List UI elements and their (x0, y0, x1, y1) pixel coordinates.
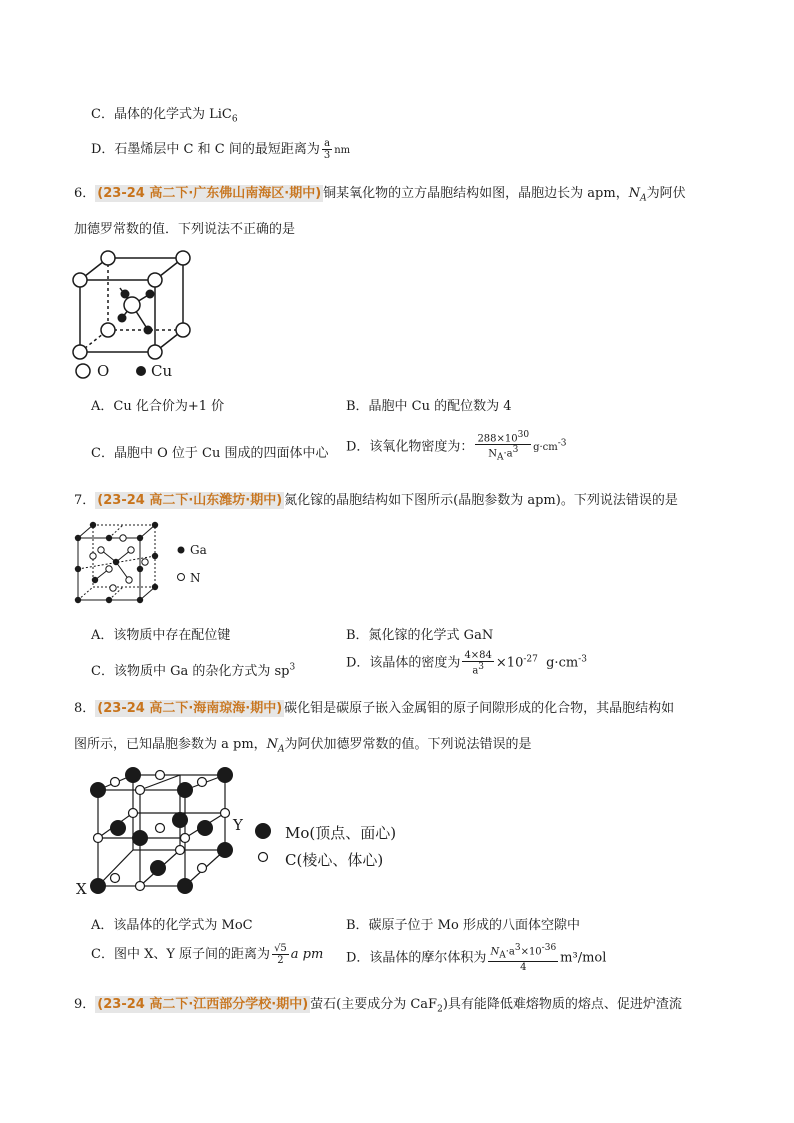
q6-stem-text1b: 为阿伏 (646, 186, 686, 201)
q6-option-a: A．Cu 化合价为+1 价 (91, 399, 225, 414)
q7-stem-text: 氮化镓的晶胞结构如下图所示(晶胞参数为 apm)。下列说法错误的是 (284, 493, 678, 508)
q7-source-tag: (23-24 高二下·山东潍坊·期中) (97, 493, 283, 508)
q8-option-c-text: C．图中 X、Y 原子间的距离为 (91, 947, 271, 962)
q7-frac-den-sup: 3 (478, 662, 485, 672)
q9-number: 9． (74, 997, 96, 1012)
q7-option-b: B．氮化镓的化学式 GaN (346, 628, 494, 643)
q5-option-d-unit: nm (334, 145, 351, 156)
q8-na-symbol (266, 737, 285, 755)
q6-source-tag: (23-24 高二下·广东佛山南海区·期中) (97, 186, 322, 201)
q6-option-c: C．晶胞中 O 位于 Cu 围成的四面体中心 (91, 446, 329, 461)
q7-stem (74, 489, 678, 508)
q6-option-d-fraction (475, 430, 531, 464)
q5-option-c-sub: 6 (231, 114, 238, 125)
q7-frac-num: 4×84 (464, 650, 492, 661)
q8-na-sub: A (278, 744, 285, 755)
q7-number: 7． (74, 493, 96, 508)
q7-crystal-diagram (73, 520, 163, 605)
q8-stem-text1: 碳化钼是碳原子嵌入金属钼的原子间隙形成的化合物，其晶胞结构如 (284, 701, 675, 716)
q5-option-d-fraction (322, 138, 332, 161)
q8-stem-text2a: 图所示，已知晶胞参数为 a pm， (74, 737, 267, 752)
q6-crystal-diagram (70, 250, 210, 370)
q8-frac-num-sub: A (499, 950, 506, 961)
q6-stem-text1: 铜某氧化物的立方晶胞结构如图，晶胞边长为 apm， (323, 186, 629, 201)
q7-option-c (91, 660, 295, 679)
q8-frac-num-text2: ·a (505, 946, 515, 958)
q8-option-d-text: D．该晶体的摩尔体积为 (346, 950, 487, 966)
q6-option-d (346, 430, 567, 464)
q6-legend-o: O (97, 362, 110, 380)
q6-na: N (628, 186, 641, 201)
q7-legend-n: N (190, 571, 201, 585)
q6-legend-cu: Cu (151, 362, 173, 380)
q7-option-d (346, 650, 587, 676)
q8-frac-num-na: N (490, 946, 500, 958)
q7-frac-den-text: a (472, 665, 479, 677)
q8-label-x: X (76, 880, 87, 898)
q6-frac-den (486, 445, 520, 463)
q6-option-b: B．晶胞中 Cu 的配位数为 4 (346, 399, 512, 414)
q6-na-sub: A (640, 193, 647, 204)
q7-legend-ga: Ga (190, 543, 207, 557)
q7-option-d-unit: g·cm (546, 655, 579, 671)
q5-option-d (91, 138, 350, 161)
q6-frac-num-sup: 30 (517, 430, 530, 440)
q8-frac-num (488, 943, 558, 962)
q7-option-a: A．该物质中存在配位键 (91, 628, 231, 643)
q7-legend-markers (176, 545, 188, 585)
q8-stem-line1 (74, 697, 674, 716)
q9-stem-sub: 2 (437, 1004, 443, 1015)
q8-stem-line2 (74, 733, 532, 755)
q8-legend-c: C(棱心、体心) (285, 851, 384, 869)
q7-option-d-fraction (462, 650, 493, 676)
q8-option-c-fraction (272, 943, 289, 966)
q5-frac-den: 3 (323, 150, 331, 161)
q9-stem-tail: )具有能降低难熔物质的熔点、促进炉渣流 (442, 997, 682, 1012)
q8-legend-markers (254, 822, 274, 862)
q8-frac-den: 4 (520, 962, 527, 974)
q8-label-y: Y (233, 816, 243, 834)
q6-stem-line1 (74, 182, 686, 204)
q7-option-d-text: D．该晶体的密度为 (346, 655, 461, 671)
q8-option-c (91, 943, 323, 966)
q8-frac-num: √5 (274, 943, 287, 954)
q6-frac-den-sub: A (496, 452, 504, 463)
q5-option-c (91, 103, 238, 125)
q8-option-d-fraction (488, 943, 558, 973)
q7-option-c-text: C．该物质中 Ga 的杂化方式为 sp (91, 664, 290, 679)
q9-source-tag: (23-24 高二下·江西部分学校·期中) (97, 997, 309, 1012)
q6-option-d-unit (533, 439, 567, 454)
q6-frac-den-text: N (488, 448, 497, 460)
q8-source-tag: (23-24 高二下·海南琼海·期中) (97, 701, 283, 716)
q7-frac-den (470, 662, 486, 676)
q6-number: 6． (74, 186, 96, 201)
q7-option-d-tail: ×10 (495, 655, 524, 671)
q7-option-d-tail-sup: -27 (523, 654, 538, 665)
q7-option-c-sup: 3 (289, 662, 296, 673)
q8-option-a: A．该晶体的化学式为 MoC (91, 918, 253, 933)
q6-na-symbol (628, 186, 647, 204)
q6-option-d-text: D．该氧化物密度为： (346, 439, 474, 455)
q5-frac-num: a (324, 138, 331, 149)
q6-unit-text: g·cm (533, 442, 558, 454)
q8-frac-num-sup: 3 (514, 943, 521, 953)
q6-unit-sup: -3 (557, 439, 567, 449)
q8-frac-num-text3: ×10 (520, 946, 542, 958)
q9-stem (74, 993, 682, 1015)
q8-number: 8． (74, 701, 96, 716)
q6-frac-den-text2: ·a (503, 448, 513, 460)
q6-frac-num-text: 288×10 (477, 433, 518, 445)
q8-na: N (266, 737, 279, 752)
q8-stem-text2b: 为阿伏加德罗常数的值。下列说法错误的是 (284, 737, 532, 752)
q8-crystal-diagram (90, 768, 250, 893)
q8-frac-num-sup2: -36 (541, 943, 557, 953)
q6-frac-num (475, 430, 531, 445)
q7-option-d-unit-sup: -3 (578, 654, 587, 665)
q5-option-c-text: C．晶体的化学式为 LiC (91, 107, 232, 122)
q6-stem-line2: 加德罗常数的值．下列说法不正确的是 (74, 222, 296, 237)
q8-frac-den: 2 (277, 955, 284, 966)
q8-legend-mo: Mo(顶点、面心) (285, 824, 397, 842)
q5-option-d-text: D．石墨烯层中 C 和 C 间的最短距离为 (91, 142, 320, 157)
q8-option-c-tail: a pm (290, 947, 324, 962)
q8-option-d-unit: m³/mol (560, 950, 607, 966)
q9-stem-text: 萤石(主要成分为 CaF (310, 997, 438, 1012)
q8-option-d (346, 943, 606, 973)
q8-option-b: B．碳原子位于 Mo 形成的八面体空隙中 (346, 918, 580, 933)
q6-frac-den-sup: 3 (512, 445, 519, 456)
